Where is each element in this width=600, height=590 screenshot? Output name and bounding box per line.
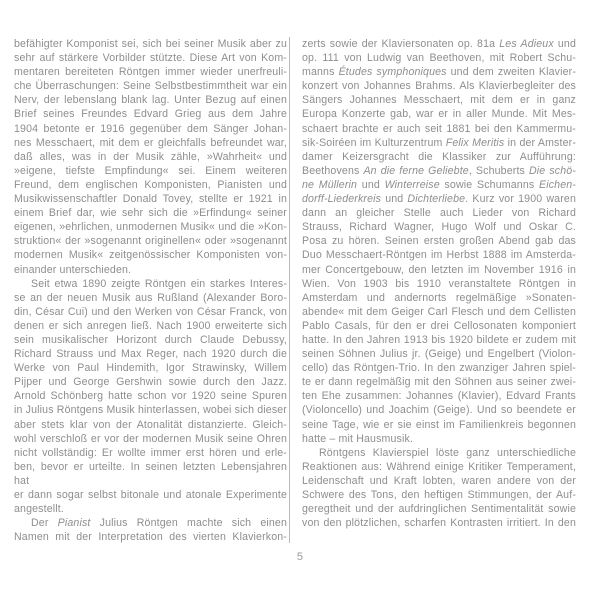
text-line: Amsterdam und andernorts regelmäßige »Sonaten- (302, 291, 576, 304)
text-line: ten Ehe zusammen: Johannes (Klavier), Edvard Frants (302, 390, 576, 403)
text-line: Richard Strauss und Max Reger, nach 1920 durch die (14, 348, 287, 361)
text-line: Pablo Casals, für den er drei Cellosonaten komponiert (302, 319, 576, 332)
text-line: Seit etwa 1890 zeigte Röntgen ein starkes Interes- (31, 277, 287, 290)
column-divider-rule (289, 37, 290, 543)
text-line: denen er sich anregen ließ. Nach 1900 erweiterte sich (14, 319, 287, 332)
text-line: Pijper und George Gershwin sowie durch den Jazz. (14, 376, 287, 389)
text-line: struktion« der »sogenannt originellen« oder »sogenannt (14, 235, 287, 248)
text-line: sehr auf stärkere Vorbilder stützte. Diese Art von Kom- (14, 52, 287, 65)
text-line: Werke von Paul Hindemith, Igor Strawinsky, Willem (14, 362, 287, 375)
text-line: konzert von Johannes Brahms. Als Klavierbegleiter des (302, 80, 576, 93)
text-line: che Überraschungen: Seine Selbstbestimmtheit war ein (14, 80, 287, 93)
text-line: se an der neuen Musik aus Rußland (Alexander Boro- (14, 291, 287, 304)
text-line: Brief seines Freundes Edvard Grieg aus dem Jahre (14, 108, 287, 121)
text-line: Röntgens Klavierspiel löste ganz unterschiedliche (319, 446, 576, 459)
text-line: Posa zu hören. Seinen ersten großen Abend gab das (302, 235, 576, 248)
text-line: Arnold Schönberg hatte schon vor 1920 seine Spuren (14, 390, 287, 403)
text-line: Wien. Von 1903 bis 1910 veranstaltete Röntgen in (302, 277, 576, 290)
text-line: dann an gleicher Stelle auch Lieder von Richard (302, 207, 576, 220)
text-line: nes Messchaert, mit dem er gleichfalls befreundet war, (14, 136, 287, 149)
text-line: mentaren bereiteten Röntgen immer wieder unerfreuli- (14, 66, 287, 79)
text-line: er dann sogar selbst bitonale und atonale Experimente (14, 489, 287, 501)
text-line: damer Keizersgracht die Klassiker zur Aufführung: (302, 150, 576, 163)
text-line: (Violoncello) und Joachim (Geige). Und so beendete er (302, 404, 576, 417)
text-line: ne Müllerin und Winterreise sowie Schumanns Eichen- (302, 178, 576, 191)
text-line: Schwere des Tons, den heftigen Stimmungen, der Auf- (302, 489, 576, 501)
text-line: hatte. In den Jahren 1913 bis 1920 bildete er zudem mit (302, 333, 576, 346)
text-line: Beethovens An die ferne Geliebte, Schuberts Die schö- (302, 164, 576, 177)
text-line: Musikwissenschaftler Donald Tovey, stellte er 1921 in (14, 193, 287, 206)
text-line: manns Études symphoniques und dem zweiten Klavier- (302, 66, 576, 79)
text-line: Duo Messchaert-Röntgen im Herbst 1888 im Amsterda- (302, 249, 576, 262)
text-line: in Julius Röntgens Musik hinterlassen, wobei sich dieser (14, 404, 287, 417)
text-line: einem Brief dar, wie sehr sich die »Erfindung« seiner (14, 207, 287, 220)
text-line: wohl verschloß er vor der modernen Musik seine Ohren (14, 432, 287, 445)
text-line: Europa Konzerte gab, war er in aller Munde. Mit Mes- (302, 108, 576, 121)
text-line: Sängers Johannes Messchaert, mit dem er in ganz (302, 94, 576, 107)
text-line: 1904 betonte er 1916 gegenüber dem Sänger Johan- (14, 122, 287, 135)
text-line: einander unterschieden. (14, 263, 132, 276)
text-line: sik-Soiréen im Kulturzentrum Felix Meritis in der Amster- (302, 136, 576, 149)
text-column-right (302, 37, 576, 530)
text-line: din, César Cui) und den Werken von César Franck, von (14, 305, 287, 318)
text-line: aber stets klar von der Atonalität distanzierte. Gleich- (14, 418, 287, 431)
text-line: op. 111 von Ludwig van Beethoven, mit Robert Schu- (302, 52, 576, 65)
text-line: daß alles, was in der Musik zähle, »Wahrheit« und (14, 150, 287, 163)
text-line: Leidenschaft und Kraft lobten, waren andere von der (302, 474, 576, 487)
text-line: Der Pianist Julius Röntgen machte sich einen (31, 517, 287, 530)
text-line: »eigene, tiefste Empfindung« sei. Einem weiteren (14, 164, 287, 177)
text-line: ben, bevor er urteilte. In seinen letzten Lebensjahren hat (14, 460, 287, 487)
page-number: 5 (296, 551, 304, 563)
text-line: eigenen, »ehrlichen, unmodernen Musik« und die »Kon- (14, 221, 287, 234)
text-line: Reaktionen aus: Während einige Kritiker Temperament, (302, 460, 576, 473)
text-line: von den plötzlichen, scharfen Kontrasten irritiert. In den (302, 517, 576, 530)
text-line: Namen mit der Interpretation des vierten Klavierkon- (14, 531, 287, 544)
text-line: hatte – mit Hausmusik. (302, 432, 414, 445)
text-line: cello) das Röntgen-Trio. In den zwanziger Jahren spiel- (302, 362, 576, 375)
text-line: modernen Musik« zeitgenössischer Komponisten von- (14, 249, 287, 262)
text-line: te er dann regelmäßig mit den Söhnen aus seiner zwei- (302, 376, 576, 389)
text-line: befähigter Komponist sei, sich bei seiner Musik aber zu (14, 38, 287, 50)
text-line: dorff-Liederkreis und Dichterliebe. Kurz vor 1900 waren (302, 193, 576, 206)
text-line: geregtheit und der aufdringlichen Sentimentalität sowie (302, 503, 576, 516)
text-line: seine Tage, wie er sie einst im Familienkreis begonnen (302, 418, 576, 431)
text-line: sein musikalischer Horizont durch Claude Debussy, (14, 333, 287, 346)
text-line: Strauss, Richard Wagner, Hugo Wolf und Oskar C. (302, 221, 576, 234)
text-line: mer Concertgebouw, den letzten im November 1916 in (302, 263, 576, 276)
text-line: Nerv, der lebenslang blank lag. Unter Bezug auf einen (14, 94, 287, 107)
text-line: schaert brachte er auch seit 1881 bei den Kammermu- (302, 122, 576, 135)
text-line: zerts sowie der Klaviersonaten op. 81a Les Adieux und (302, 38, 576, 50)
text-line: nicht vollständig: Er wollte immer erst hören und erle- (14, 446, 287, 459)
text-line: abende« mit dem Geiger Carl Flesch und dem Cellisten (302, 305, 576, 318)
text-column-left (14, 37, 287, 544)
text-line: seinen Söhnen Julius jr. (Geige) und Engelbert (Violon- (302, 348, 576, 361)
text-line: angestellt. (14, 503, 64, 516)
text-line: Freund, dem englischen Komponisten, Pianisten und (14, 178, 287, 191)
